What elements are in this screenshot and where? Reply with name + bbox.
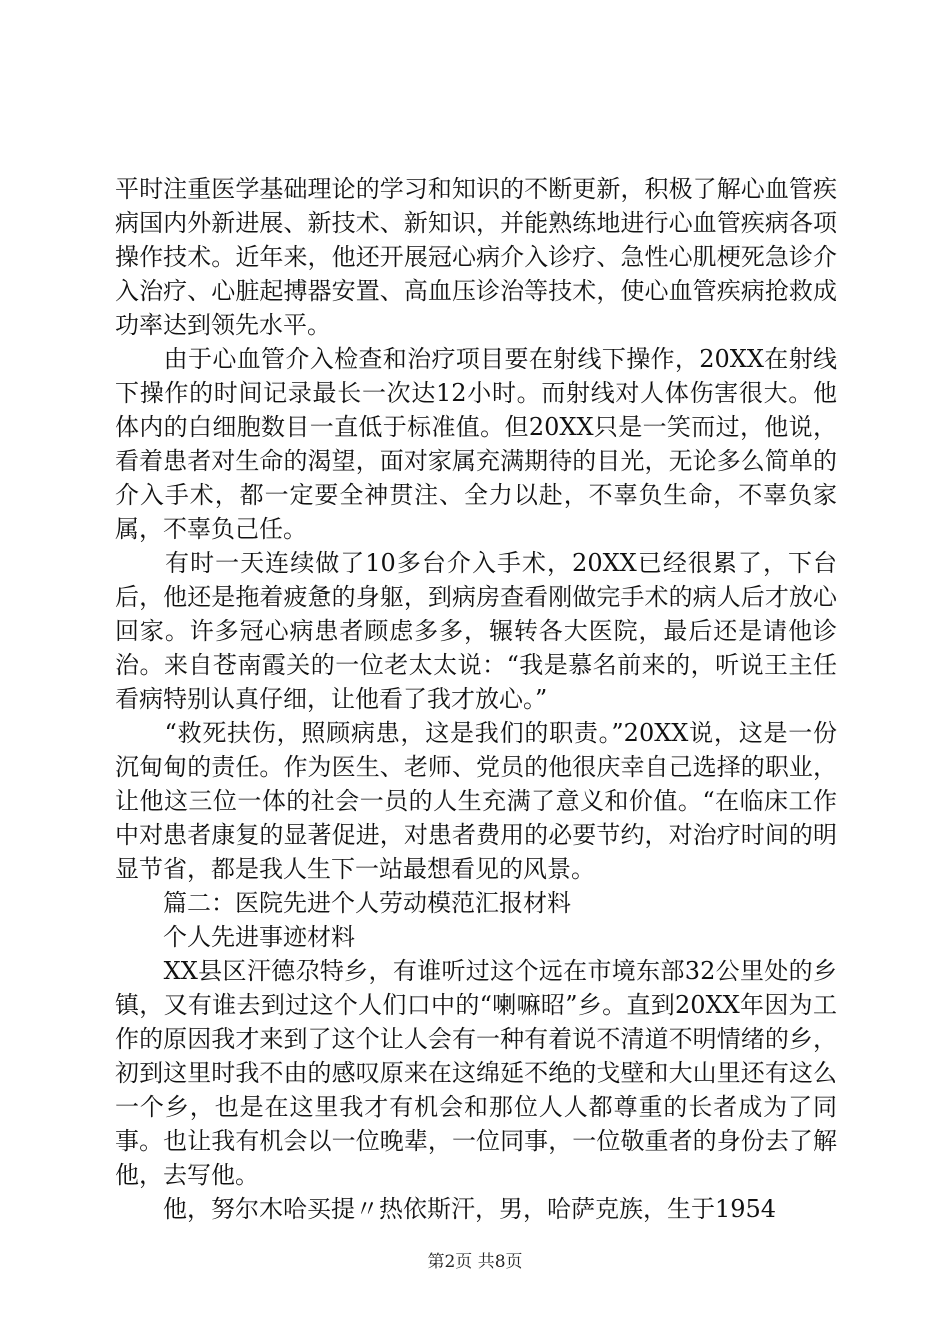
section-heading: 篇二：医院先进个人劳动模范汇报材料	[115, 889, 571, 917]
document-body	[115, 172, 837, 1226]
paragraph: 他，努尔木哈买提〃热依斯汗，男，哈萨克族，生于1954	[115, 1195, 777, 1223]
paragraph: 平时注重医学基础理论的学习和知识的不断更新，积极了解心血管疾病国内外新进展、新技术、新知识，并能熟练地进行心血管疾病各项操作技术。近年来，他还开展冠心病介入诊疗、急性心肌梗死急诊介入治疗、心脏起搏器安置、高血压诊治等技术，使心血管疾病抢救成功率达到领先水平。	[115, 175, 837, 339]
section-subheading: 个人先进事迹材料	[115, 923, 355, 951]
paragraph: “救死扶伤，照顾病患，这是我们的职责。”20XX说，这是一份沉甸甸的责任。作为医生、老师、党员的他很庆幸自己选择的职业，让他这三位一体的社会一员的人生充满了意义和价值。“在临床工作中对患者康复的显著促进，对患者费用的必要节约，对治疗时间的明显节省，都是我人生下一站最想看见的风景。	[115, 719, 837, 883]
paragraph: 由于心血管介入检查和治疗项目要在射线下操作，20XX在射线下操作的时间记录最长一次达12小时。而射线对人体伤害很大。他体内的白细胞数目一直低于标准值。但20XX只是一笑而过，他说，看着患者对生命的渴望，面对家属充满期待的目光，无论多么简单的介入手术，都一定要全神贯注、全力以赴，不辜负生命，不辜负家属，不辜负己任。	[115, 345, 837, 543]
paragraph: XX县区汗德尕特乡，有谁听过这个远在市境东部32公里处的乡镇，又有谁去到过这个人们口中的“喇嘛昭”乡。直到20XX年因为工作的原因我才来到了这个让人会有一种有着说不清道不明情绪的乡，初到这里时我不由的感叹原来在这绵延不绝的戈壁和大山里还有这么一个乡，也是在这里我才有机会和那位人人都尊重的长者成为了同事。也让我有机会以一位晚辈，一位同事，一位敬重者的身份去了解他，去写他。	[115, 957, 837, 1189]
page-footer: 第2页 共8页	[427, 1252, 523, 1272]
paragraph: 有时一天连续做了10多台介入手术，20XX已经很累了，下台后，他还是拖着疲惫的身躯，到病房查看刚做完手术的病人后才放心回家。许多冠心病患者顾虑多多，辗转各大医院，最后还是请他诊治。来自苍南霞关的一位老太太说：“我是慕名前来的，听说王主任看病特别认真仔细，让他看了我才放心。”	[115, 549, 837, 713]
